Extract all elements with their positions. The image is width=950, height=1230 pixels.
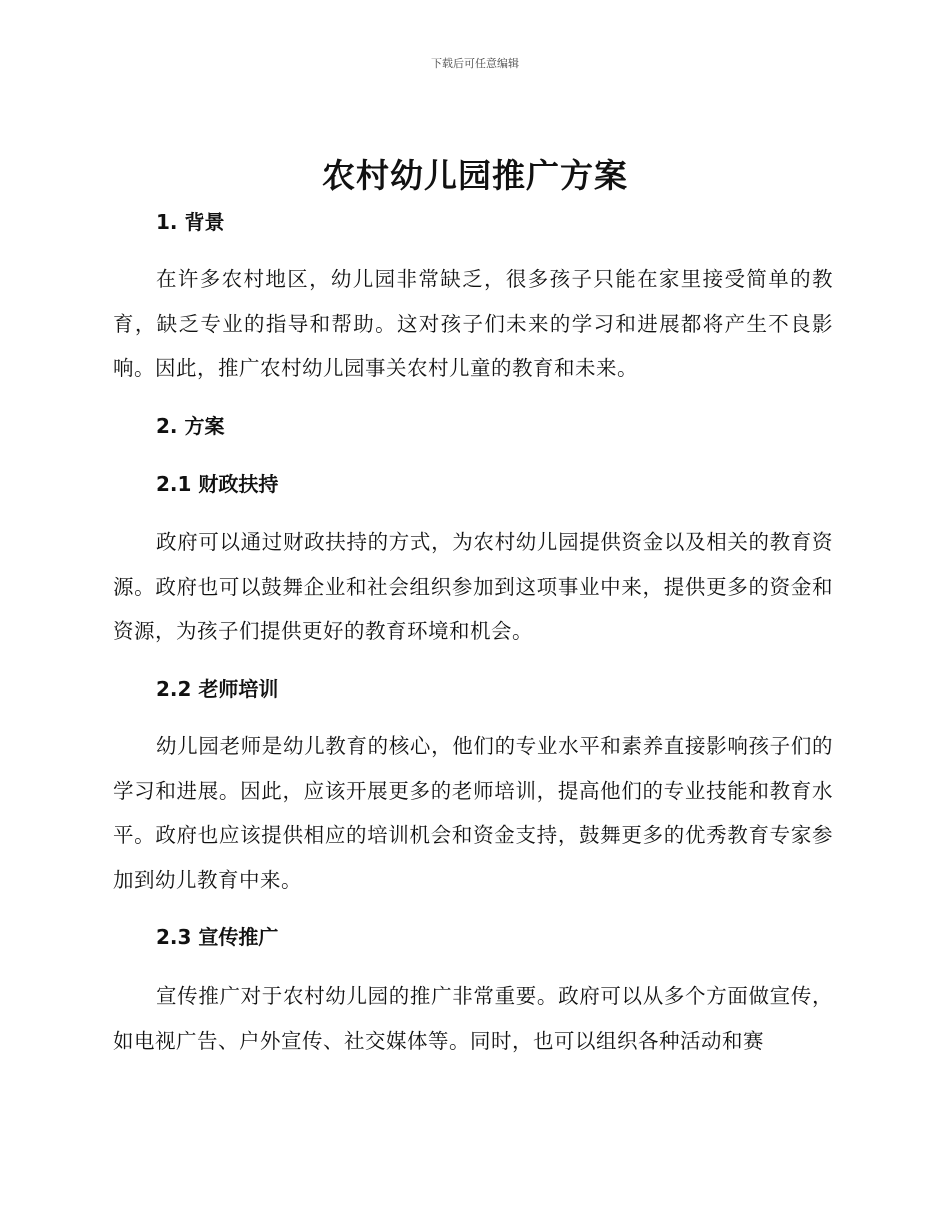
header-note: 下载后可任意编辑 [431,57,519,70]
document-title: 农村幼儿园推广方案 [322,156,628,195]
paragraph: 宣传推广对于农村幼儿园的推广非常重要。政府可以从多个方面做宣传，如电视广告、户外宣传、社交媒体等。同时，也可以组织各种活动和赛 [113,984,833,1053]
section-promotion [113,917,833,957]
section-finance [113,464,833,504]
paragraph-finance [113,520,833,654]
section-heading: 1. 背景 [156,210,225,234]
section-background [113,202,833,242]
subsection-heading: 2.1 财政扶持 [156,472,279,496]
paragraph-promotion [113,974,833,1063]
paragraph: 在许多农村地区，幼儿园非常缺乏，很多孩子只能在家里接受简单的教育，缺乏专业的指导和帮助。这对孩子们未来的学习和进展都将产生不良影响。因此，推广农村幼儿园事关农村儿童的教育和未来。 [113,267,833,380]
subsection-heading: 2.3 宣传推广 [156,925,279,949]
subsection-heading: 2.2 老师培训 [156,677,279,701]
paragraph: 政府可以通过财政扶持的方式，为农村幼儿园提供资金以及相关的教育资源。政府也可以鼓舞企业和社会组织参加到这项事业中来，提供更多的资金和资源，为孩子们提供更好的教育环境和机会。 [113,530,833,643]
section-training [113,669,833,709]
paragraph-training [113,724,833,902]
paragraph: 幼儿园老师是幼儿教育的核心，他们的专业水平和素养直接影响孩子们的学习和进展。因此，应该开展更多的老师培训，提高他们的专业技能和教育水平。政府也应该提供相应的培训机会和资金支持，鼓舞更多的优秀教育专家参加到幼儿教育中来。 [113,734,833,892]
section-plan [113,406,833,446]
section-heading: 2. 方案 [156,414,225,438]
paragraph-background [113,257,833,391]
